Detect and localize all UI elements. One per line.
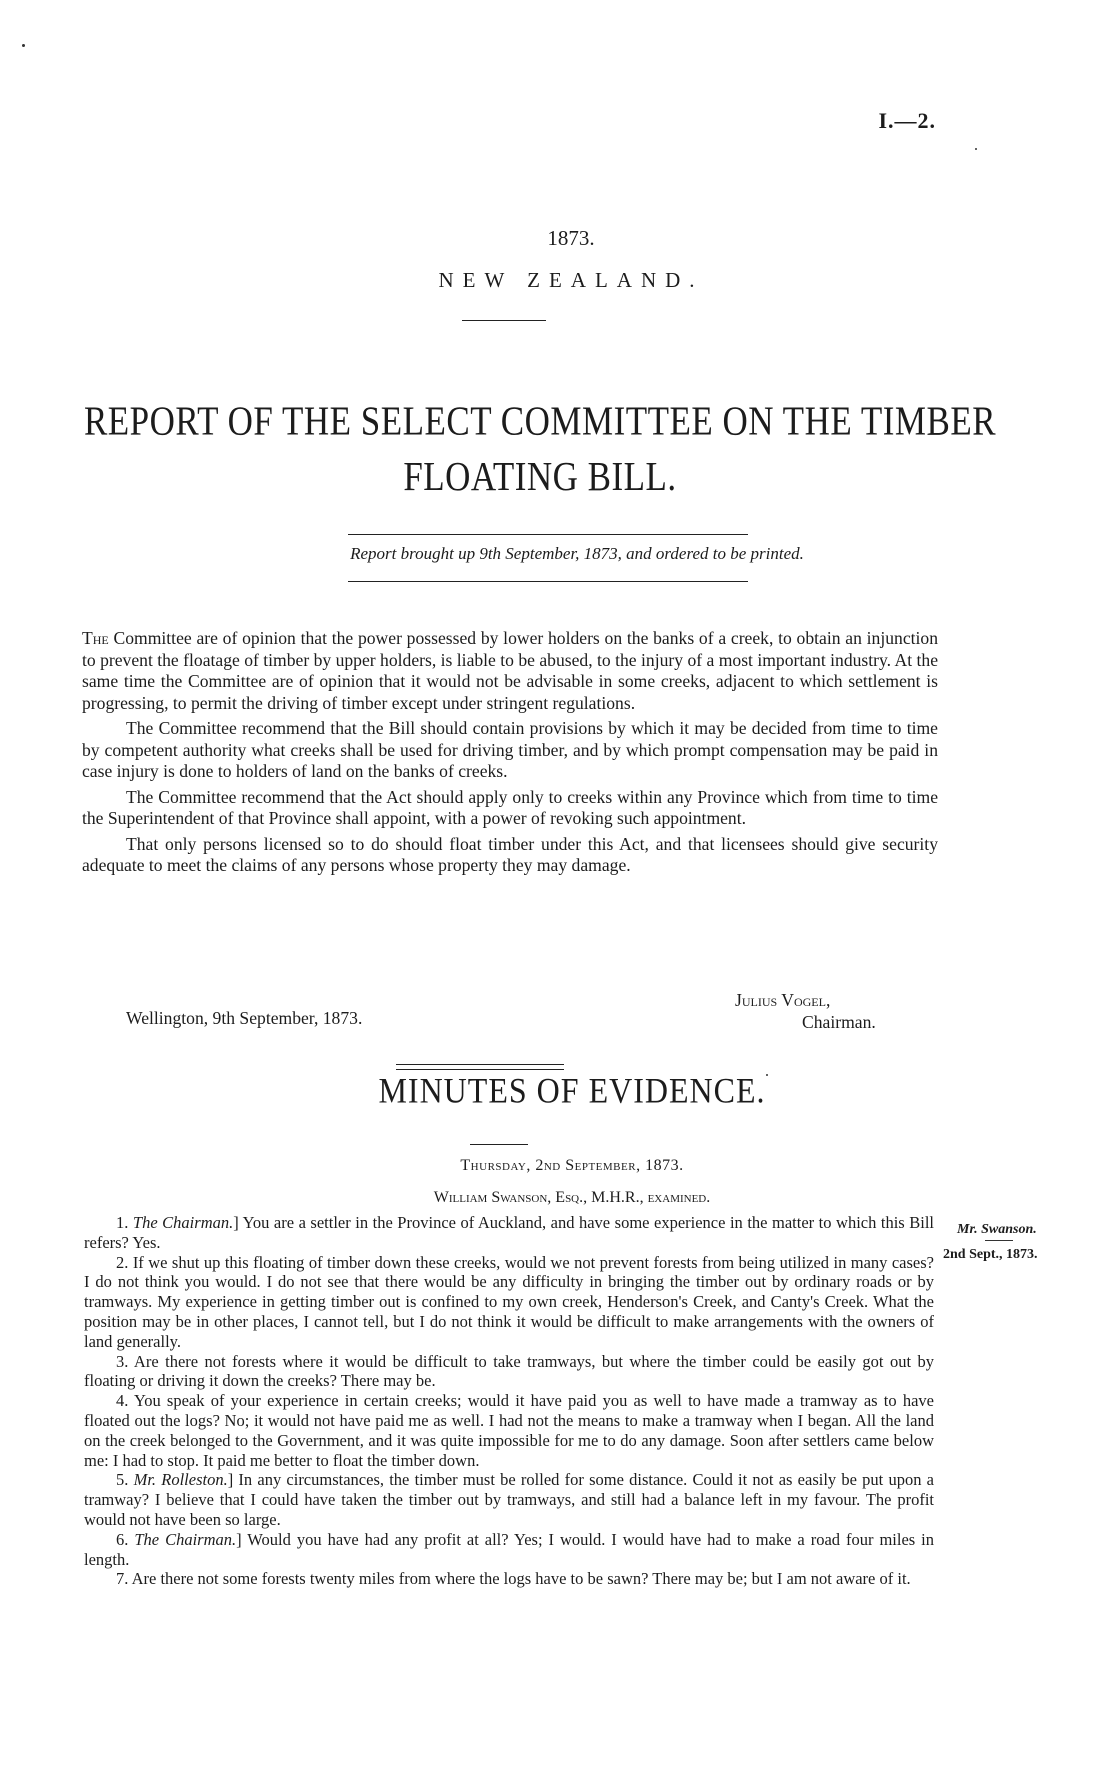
print-speck (766, 1074, 768, 1076)
question-5-number: 5. (116, 1470, 129, 1490)
signatory-name: Julius Vogel, (735, 990, 831, 1010)
divider-title-upper (348, 534, 748, 535)
question-5 (84, 1470, 934, 1529)
signature-block (710, 989, 876, 1033)
divider-title-lower (348, 581, 748, 582)
margin-divider (985, 1240, 1013, 1241)
signatory-role: Chairman. (802, 1012, 876, 1032)
minutes-heading: MINUTES OF EVIDENCE. (378, 1070, 766, 1111)
question-4: 4. You speak of your experience in certain creeks; would it have paid you as well to have made a tramway as to have floated out the logs? No; it would not have paid me as well. I had not the means to make a tramway when I began. All the land on the creek belonged to the Government, and it was quite impossible for me to do any damage. Soon after settlers came below me: I had to stop. It paid me better to float the timber down. (84, 1391, 934, 1470)
place-date: Wellington, 9th September, 1873. (126, 1008, 363, 1028)
question-5-speaker: Mr. Rolleston. (133, 1470, 228, 1490)
country-heading: NEW ZEALAND. (438, 268, 704, 292)
report-subtitle: Report brought up 9th September, 1873, and ordered to be printed. (350, 544, 804, 563)
report-body (82, 628, 938, 881)
report-paragraph-3: The Committee recommend that the Act should apply only to creeks within any Province which from time to time the Superintendent of that Province shall appoint, with a power of revoking such appointment. (82, 786, 938, 828)
divider-double-upper (396, 1064, 564, 1065)
question-5-text: ] In any circumstances, the timber must be rolled for some distance. Could it not as easily be put upon a tramway? I believe that I could have taken the timber out by tramways, and still had a balance left in my favour. The profit would not have been so large. (84, 1470, 934, 1529)
title-line-1: REPORT OF THE SELECT COMMITTEE ON THE TIMBER (83, 397, 997, 444)
question-1 (84, 1213, 934, 1253)
print-speck (975, 148, 977, 150)
question-6 (84, 1530, 934, 1570)
report-paragraph-1 (82, 628, 938, 714)
question-1-speaker: The Chairman. (132, 1213, 234, 1232)
minutes-date: Thursday, 2nd September, 1873. (460, 1157, 684, 1174)
question-1-number: 1. (116, 1213, 129, 1232)
report-lead-word: The (82, 628, 109, 648)
report-paragraph-2: The Committee recommend that the Bill should contain provisions by which it may be decided from time to time by competent authority what creeks shall be used for driving timber, and by which prompt compensation may be paid in case injury is done to holders of land on the banks of creeks. (82, 718, 938, 781)
divider-minutes (470, 1144, 528, 1145)
margin-date: 2nd Sept., 1873. (943, 1247, 1038, 1262)
question-7: 7. Are there not some forests twenty miles from where the logs have to be sawn? There may be; but I am not aware of it. (116, 1569, 911, 1589)
question-2: 2. If we shut up this floating of timber down these creeks, would we not prevent forests from being utilized in many cases? I do not think you would. I do not see that there would be any difficulty in bringing the timber out by ordinary roads or by tramways. My experience in getting timber out is confined to my own creek, Henderson's Creek, and Canty's Creek. What the position may be in other places, I cannot tell, but I do not think it would be difficult to make arrangements with the owners of land generally. (84, 1252, 934, 1351)
margin-witness-name: Mr. Swanson. (957, 1222, 1037, 1237)
report-paragraph-4: That only persons licensed so to do should float timber under this Act, and that licensees should give security adequate to meet the claims of any persons whose property they may damage. (82, 833, 938, 875)
divider-top (462, 320, 546, 321)
page-number: I.—2. (878, 108, 936, 133)
report-paragraph-1-text: Committee are of opinion that the power possessed by lower holders on the banks of a creek, to obtain an injunction to prevent the floatage of timber by upper holders, is liable to be abused, to the injury of a most important industry. At the same time the Committee are of opinion that it would not be advisable in some creeks, adjacent to which settlement is progressing, to permit the driving of timber except under stringent regulations. (82, 628, 938, 713)
report-title (60, 393, 1020, 504)
question-3: 3. Are there not forests where it would be difficult to take tramways, but where the timber could be easily got out by floating or driving it down the creeks? There may be. (84, 1351, 934, 1391)
year: 1873. (547, 226, 595, 250)
print-speck (22, 44, 25, 47)
question-6-text: ] Would you have had any profit at all? Yes; I would. I would have had to make a road four miles in length. (84, 1529, 934, 1569)
minutes-body (84, 1213, 934, 1589)
question-6-number: 6. (116, 1529, 129, 1549)
title-line-2: FLOATING BILL. (403, 453, 677, 500)
question-1-text: ] You are a settler in the Province of Auckland, and have some experience in the matter to which this Bill refers? Yes. (84, 1213, 934, 1252)
question-6-speaker: The Chairman. (134, 1529, 237, 1549)
witness-line: William Swanson, Esq., M.H.R., examined. (433, 1189, 711, 1206)
